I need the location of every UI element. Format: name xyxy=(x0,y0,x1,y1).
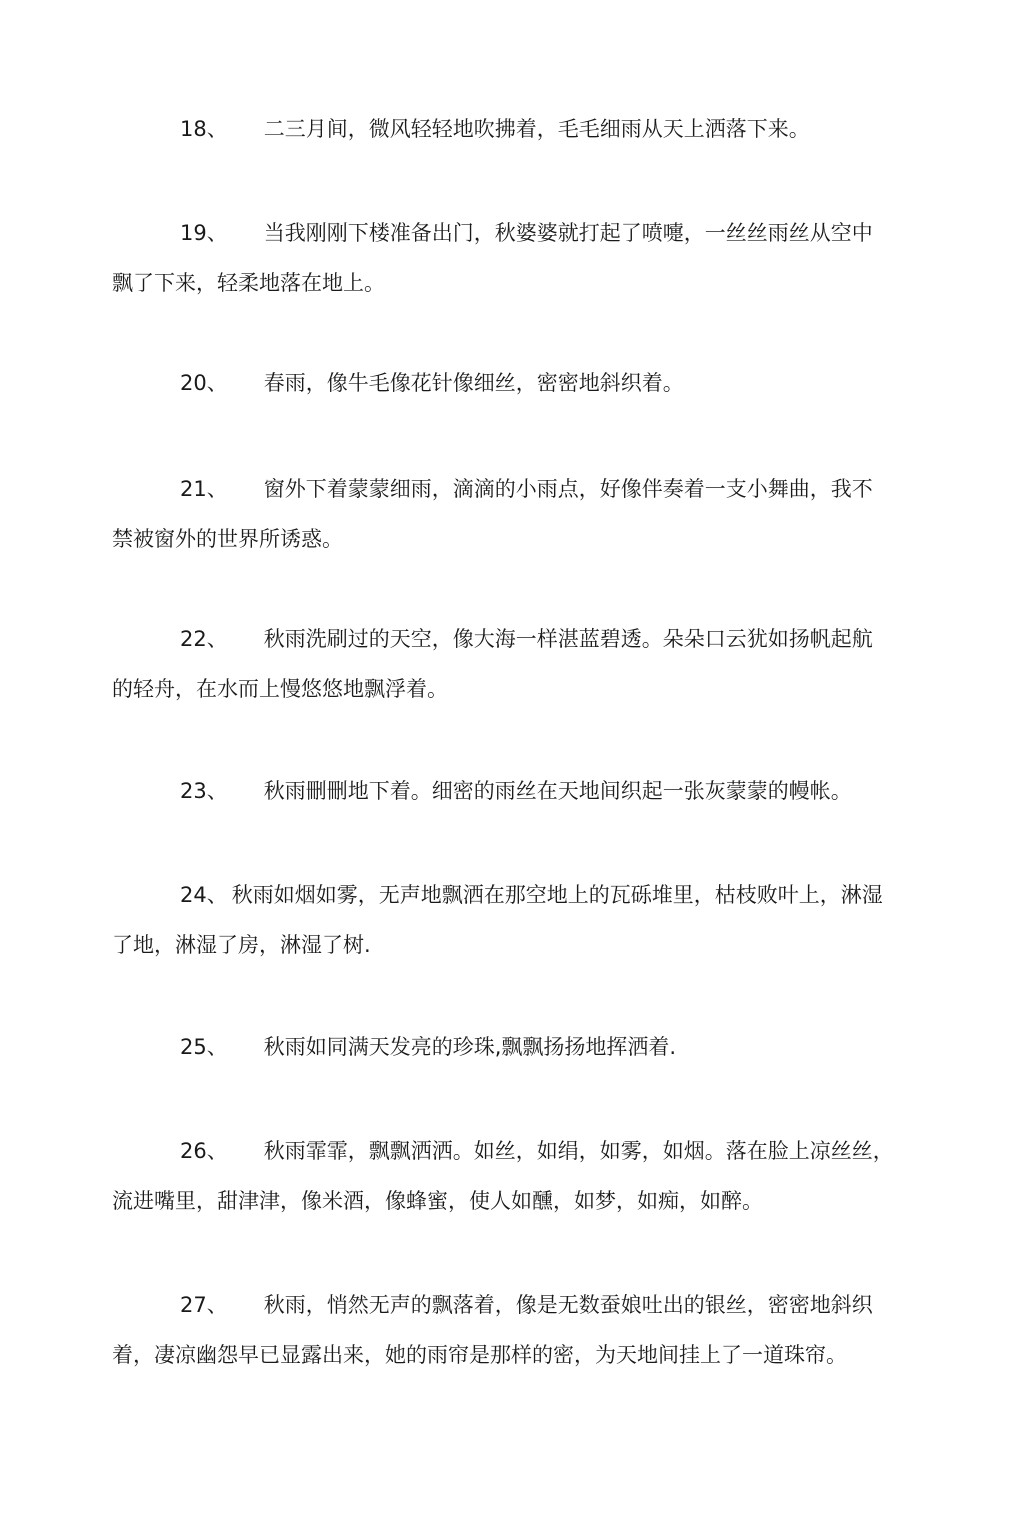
item-text: 窗外下着蒙蒙细雨，滴滴的小雨点，好像伴奏着一支小舞曲，我不 xyxy=(263,477,873,501)
item-text: 秋雨霏霏，飘飘洒洒。如丝，如绢，如雾，如烟。落在脸上凉丝丝， xyxy=(263,1139,894,1163)
item-text: 的轻舟，在水而上慢悠悠地飘浮着。 xyxy=(112,677,448,701)
item-text: 秋雨如同满天发亮的珍珠,飘飘扬扬地挥洒着. xyxy=(263,1035,677,1059)
item-text: 禁被窗外的世界所诱惑。 xyxy=(112,527,343,551)
list-item xyxy=(112,464,912,564)
item-text: 飘了下来，轻柔地落在地上。 xyxy=(112,271,385,295)
list-item xyxy=(112,870,912,970)
item-text: 秋雨洗刷过的天空，像大海一样湛蓝碧透。朵朵口云犹如扬帆起航 xyxy=(263,627,873,651)
item-text: 当我刚刚下楼准备出门，秋婆婆就打起了喷嚏，一丝丝雨丝从空中 xyxy=(263,221,873,245)
list-item xyxy=(112,358,912,408)
list-item xyxy=(112,1280,912,1380)
list-item xyxy=(112,766,912,816)
item-text: 春雨，像牛毛像花针像细丝，密密地斜织着。 xyxy=(263,371,684,395)
item-text: 了地，淋湿了房，淋湿了树. xyxy=(112,933,371,957)
item-number: 23、 xyxy=(180,779,228,803)
list-item xyxy=(112,104,912,154)
item-text: 秋雨，悄然无声的飘落着，像是无数蚕娘吐出的银丝，密密地斜织 xyxy=(263,1293,873,1317)
list-item xyxy=(112,1126,912,1226)
item-number: 19、 xyxy=(180,221,228,245)
item-number: 22、 xyxy=(180,627,228,651)
item-number: 25、 xyxy=(180,1035,228,1059)
item-number: 26、 xyxy=(180,1139,228,1163)
item-text: 二三月间，微风轻轻地吹拂着，毛毛细雨从天上洒落下来。 xyxy=(263,117,810,141)
item-number: 21、 xyxy=(180,477,228,501)
item-number: 20、 xyxy=(180,371,228,395)
item-text: 流进嘴里，甜津津，像米酒，像蜂蜜，使人如醺，如梦，如痴，如醉。 xyxy=(112,1189,763,1213)
item-text: 着，凄凉幽怨早已显露出来，她的雨帘是那样的密，为天地间挂上了一道珠帘。 xyxy=(112,1343,847,1367)
item-text: 秋雨刪刪地下着。细密的雨丝在天地间织起一张灰蒙蒙的幔帐。 xyxy=(263,779,852,803)
item-number: 27、 xyxy=(180,1293,228,1317)
list-item xyxy=(112,1022,912,1072)
item-number: 18、 xyxy=(180,117,228,141)
item-number: 24、 xyxy=(180,883,228,907)
list-item xyxy=(112,614,912,714)
item-text: 秋雨如烟如雾，无声地飘洒在那空地上的瓦砾堆里，枯枝败叶上，淋湿 xyxy=(231,883,883,907)
list-item xyxy=(112,208,912,308)
